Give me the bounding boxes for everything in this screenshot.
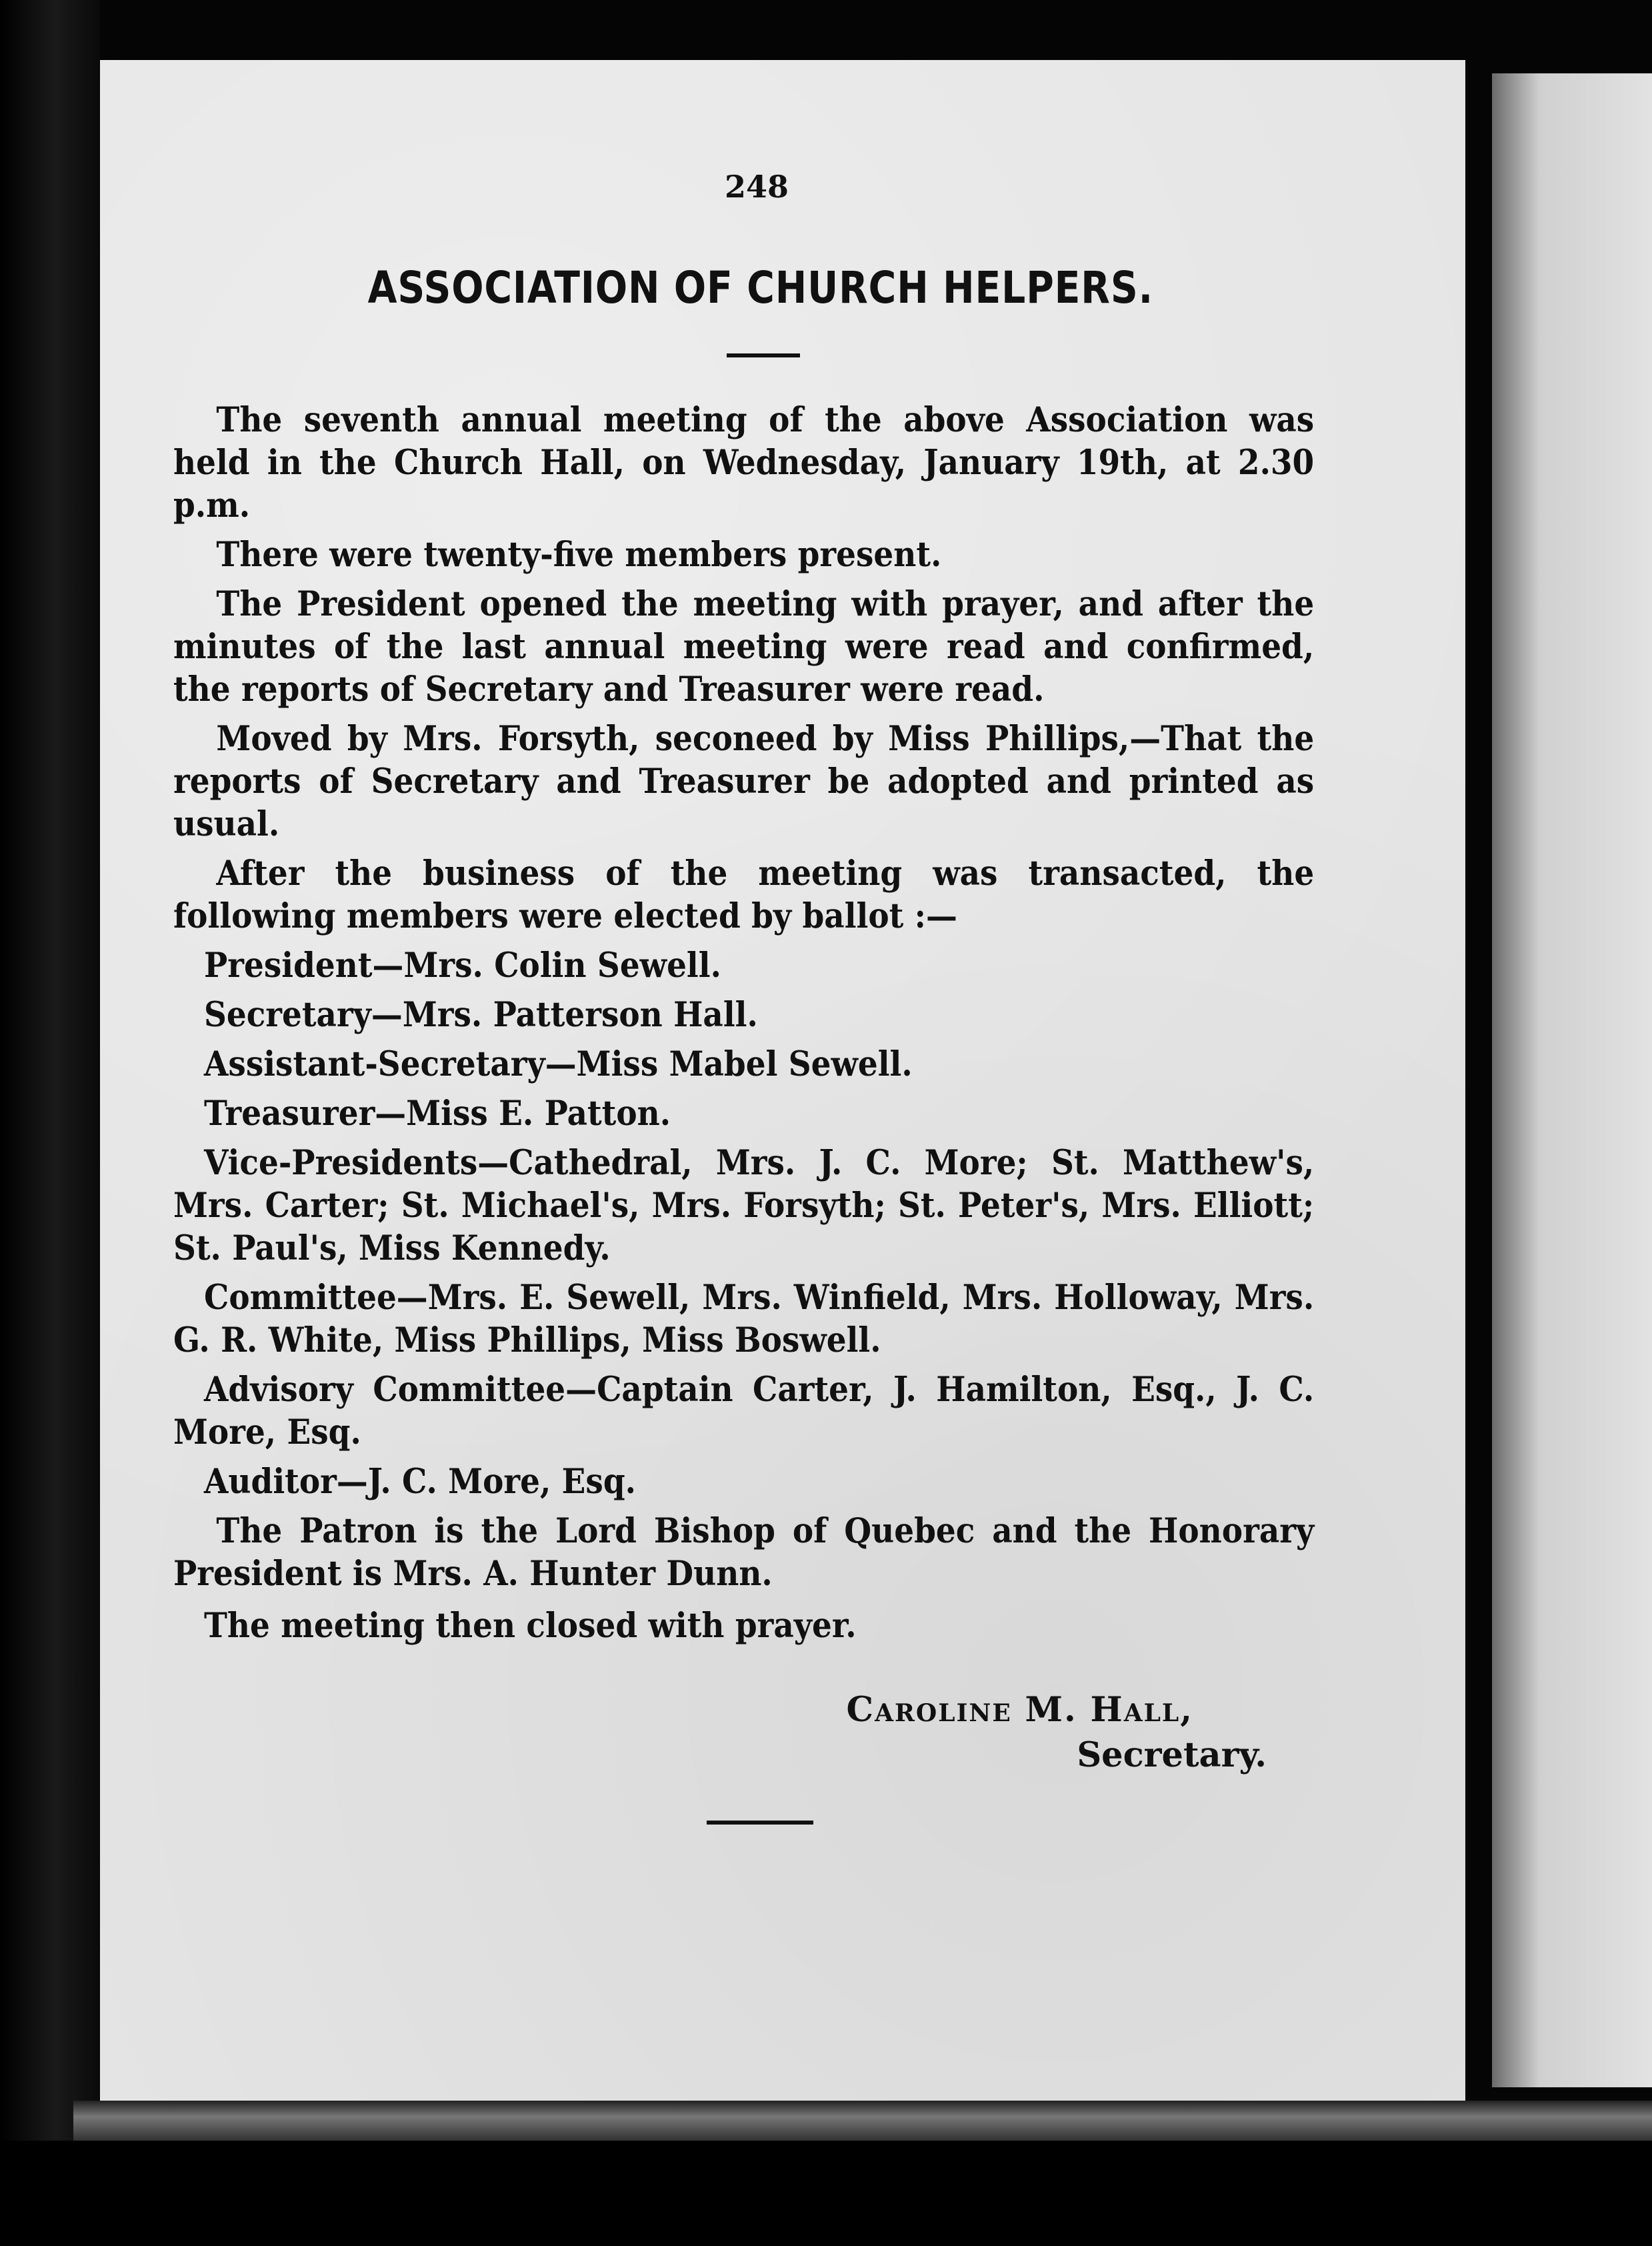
page-text <box>173 167 1313 1825</box>
officer-advisory-committee: Advisory Committee—Captain Carter, J. Hamilton, Esq., J. C. More, Esq. <box>173 1370 1315 1452</box>
signature-name: Caroline M. Hall, <box>846 1690 1193 1730</box>
bottom-page-edge <box>73 2101 1652 2141</box>
document-body <box>173 399 1313 1647</box>
bottom-shadow <box>0 2141 1652 2246</box>
title-rule <box>727 353 800 357</box>
gutter-shadow <box>1465 0 1492 2246</box>
paragraph-attendance: There were twenty-five members present. <box>216 535 942 575</box>
signature-title: Secretary. <box>1077 1735 1267 1775</box>
binding-shadow <box>0 0 100 2246</box>
paragraph-patron: The Patron is the Lord Bishop of Quebec and the Honorary President is Mrs. A. Hunter Dunn. <box>173 1511 1315 1594</box>
page-number: 248 <box>724 169 789 205</box>
officer-assistant-secretary: Assistant-Secretary—Miss Mabel Sewell. <box>204 1044 913 1084</box>
officer-president: President—Mrs. Colin Sewell. <box>204 946 721 986</box>
paragraph-closing: The meeting then closed with prayer. <box>204 1606 857 1646</box>
paragraph-motion: Moved by Mrs. Forsyth, seconeed by Miss Phillips,—That the reports of Secretary and Treasurer be adopted and printed as usual. <box>173 719 1315 844</box>
paragraph-election: After the business of the meeting was transacted, the following members were elected by ballot :— <box>173 854 1315 936</box>
page-title: ASSOCIATION OF CHURCH HELPERS. <box>367 262 1154 313</box>
signature-block <box>173 1687 1313 1778</box>
officer-secretary: Secretary—Mrs. Patterson Hall. <box>204 995 758 1035</box>
officer-auditor: Auditor—J. C. More, Esq. <box>204 1462 636 1502</box>
next-page-edge <box>1492 73 1652 2087</box>
closing-rule <box>707 1821 813 1825</box>
paragraph-opening: The President opened the meeting with prayer, and after the minutes of the last annual meeting were read and confirmed, the reports of Secretary and Treasurer were read. <box>173 584 1315 710</box>
officer-committee: Committee—Mrs. E. Sewell, Mrs. Winfield, Mrs. Holloway, Mrs. G. R. White, Miss Phillips, Miss Boswell. <box>173 1278 1315 1360</box>
paragraph-meeting: The seventh annual meeting of the above Association was held in the Church Hall, on Wednesday, January 19th, at 2.30 p.m. <box>173 400 1315 525</box>
officer-treasurer: Treasurer—Miss E. Patton. <box>204 1094 671 1134</box>
officer-vice-presidents: Vice-Presidents—Cathedral, Mrs. J. C. More; St. Matthew's, Mrs. Carter; St. Michael's, Mrs. Forsyth; St. Peter's, Mrs. Elliott; St. Paul's, Miss Kennedy. <box>173 1143 1315 1268</box>
